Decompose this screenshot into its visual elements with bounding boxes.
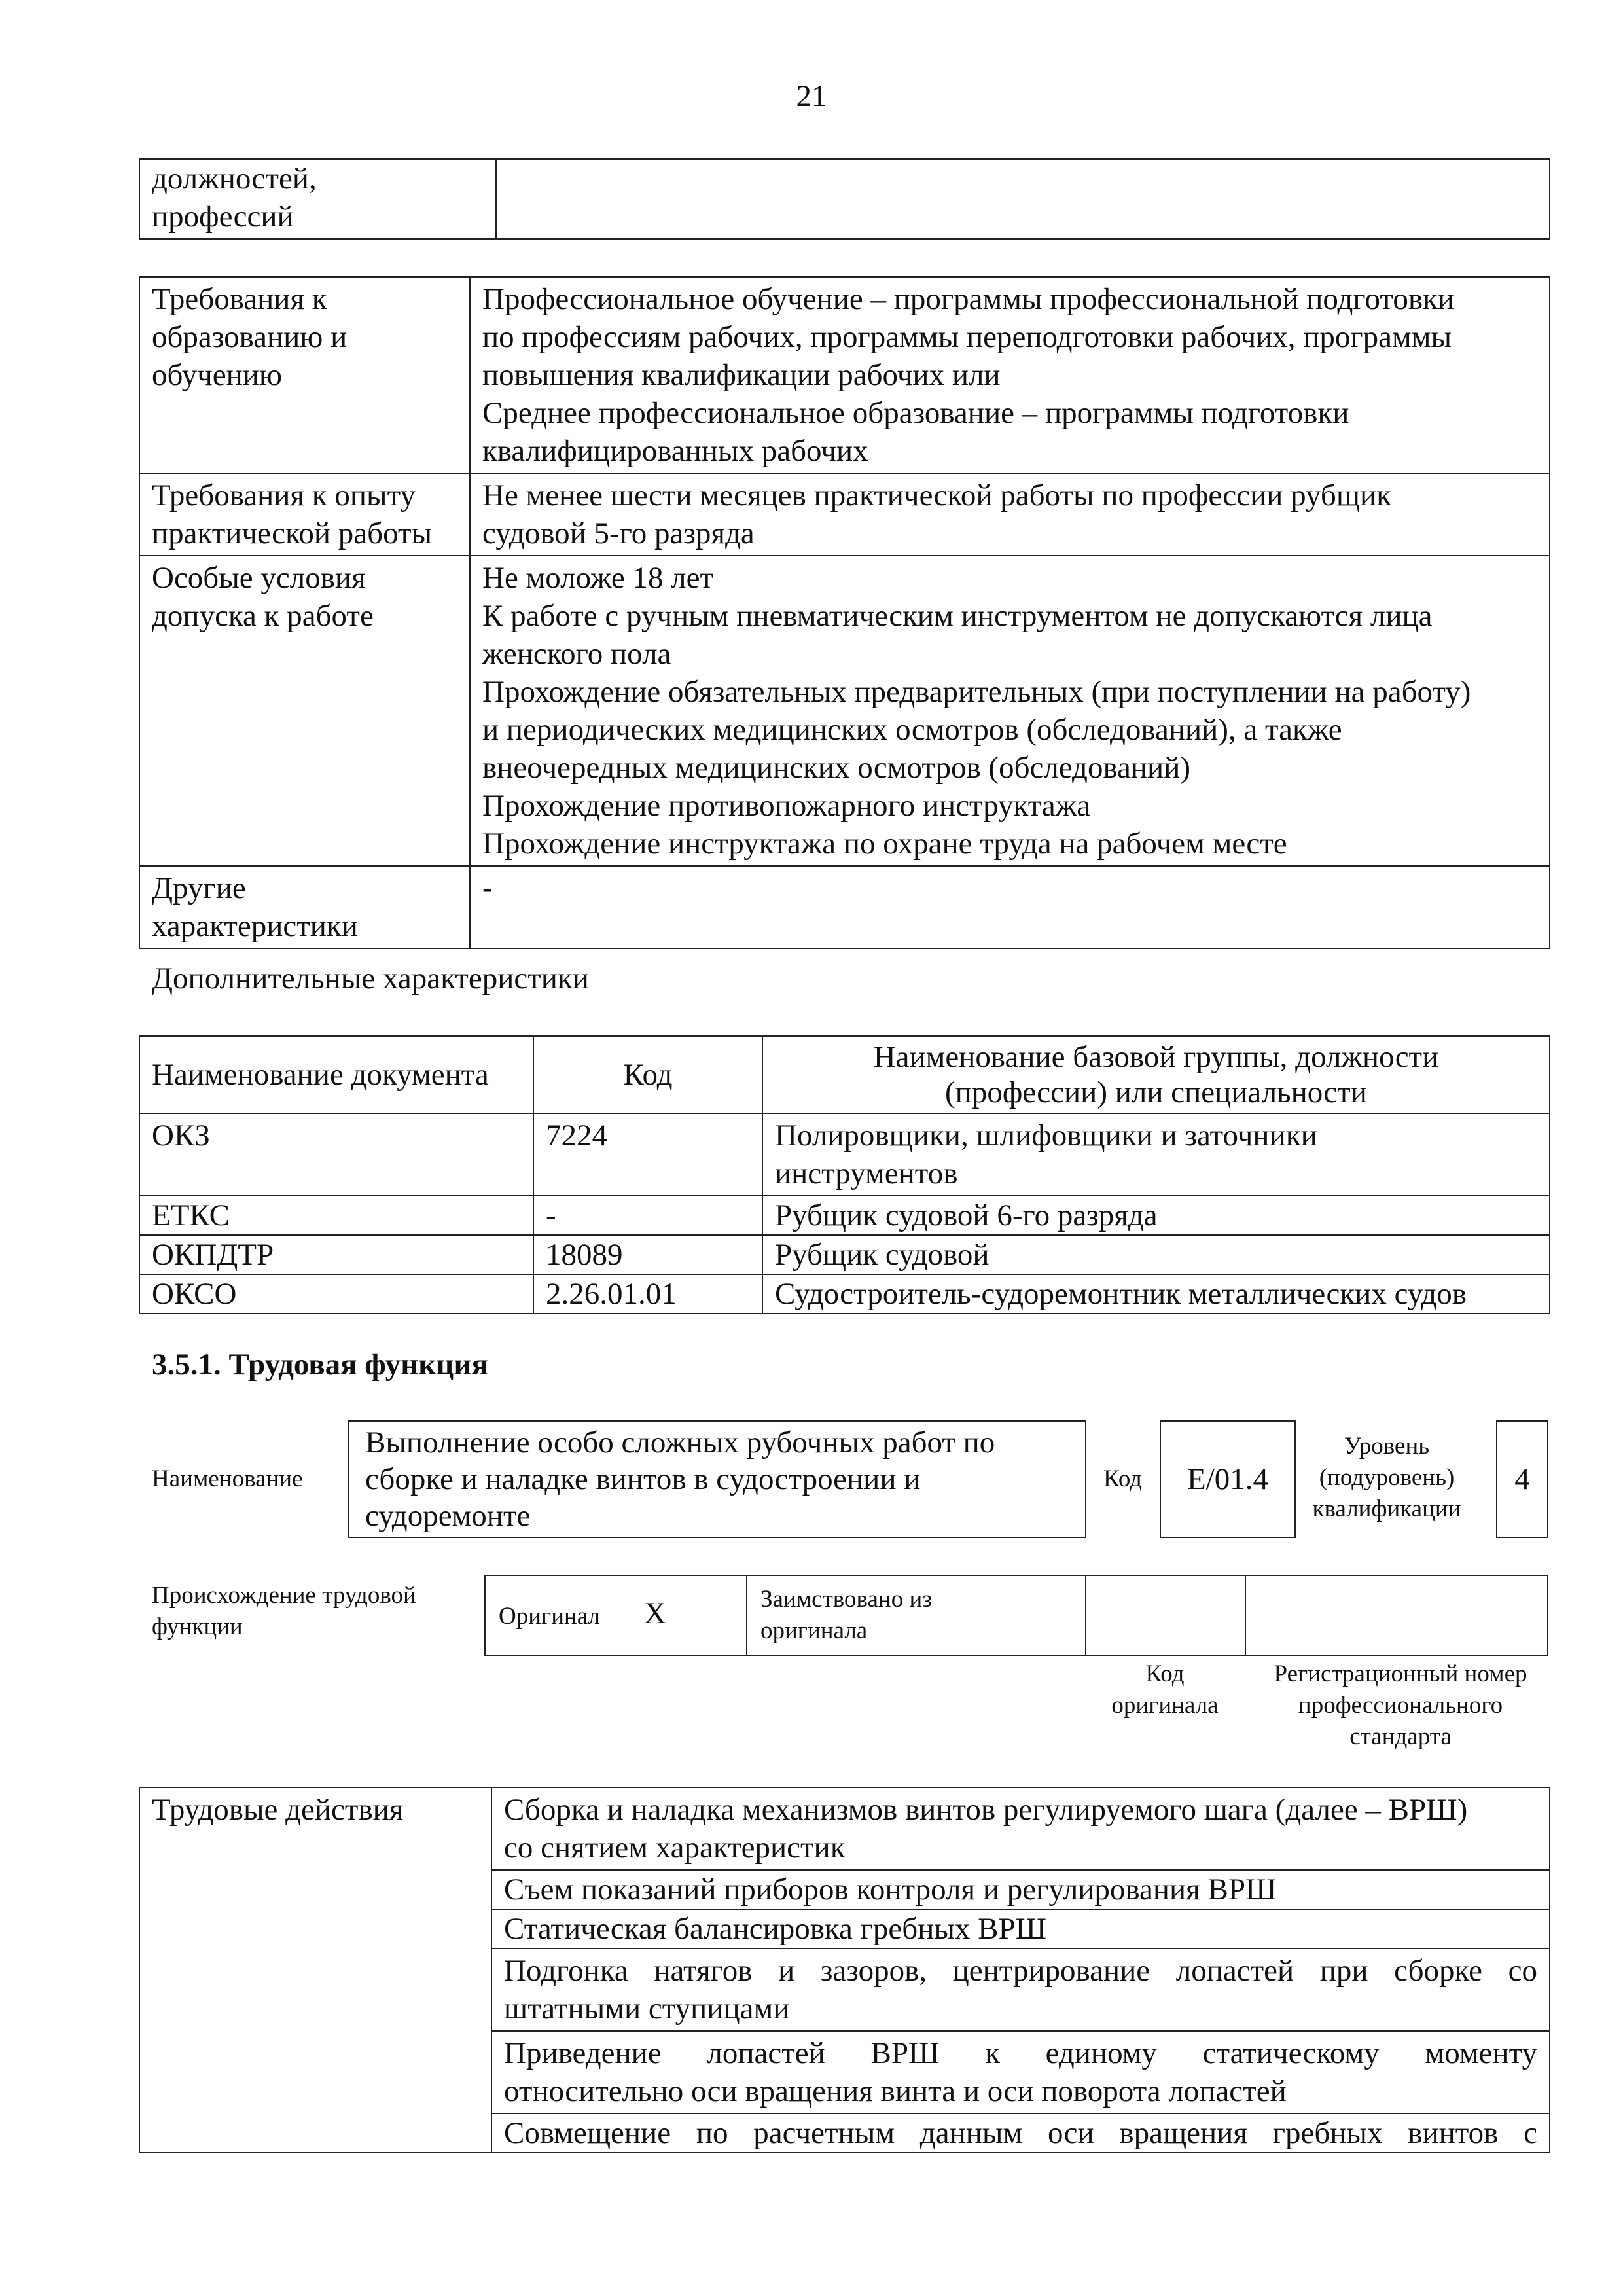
additional-table xyxy=(139,1035,1550,1314)
value-line: по профессиям рабочих, программы переподготовки рабочих, программы xyxy=(482,320,1452,354)
value-line: квалифицированных рабочих xyxy=(482,434,868,468)
value-line: Не менее шести месяцев практической работы по профессии рубщик xyxy=(482,478,1392,512)
action-line: Приведение лопастей ВРШ к единому статическому моменту xyxy=(504,2036,1537,2070)
level-label-line: (подуровень) xyxy=(1319,1464,1455,1491)
action-line: относительно оси вращения винта и оси поворота лопастей xyxy=(504,2074,1287,2108)
function-level-label xyxy=(1305,1431,1469,1525)
function-name-line: судоремонте xyxy=(365,1499,531,1533)
borrowed-line: Заимствовано из xyxy=(760,1586,932,1613)
requirement-value xyxy=(470,866,1550,948)
requirement-label xyxy=(139,473,470,556)
additional-heading: Дополнительные характеристики xyxy=(152,961,589,996)
function-name-line: сборке и наладке винтов в судостроении и xyxy=(365,1462,921,1496)
action-item xyxy=(491,1787,1550,1870)
row-name xyxy=(762,1113,1550,1196)
row-doc: ОКПДТР xyxy=(139,1235,533,1274)
function-name-label: Наименование xyxy=(152,1465,303,1492)
table-row xyxy=(139,1274,1550,1314)
requirement-label xyxy=(139,866,470,948)
label-line: Другие xyxy=(152,871,246,905)
function-code-label: Код xyxy=(1103,1465,1143,1492)
header-doc: Наименование документа xyxy=(139,1036,533,1113)
requirement-value xyxy=(470,556,1550,866)
caption-line: оригинала xyxy=(1111,1692,1219,1719)
reg-number-cell xyxy=(1245,1575,1548,1656)
label-line: допуска к работе xyxy=(152,599,374,633)
value-line: Среднее профессиональное образование – программы подготовки xyxy=(482,396,1349,430)
continuation-label-line: должностей, xyxy=(152,162,317,196)
row-name-line: Судостроитель-судоремонтник металлических судов xyxy=(775,1277,1467,1311)
label-line: характеристики xyxy=(152,909,358,943)
continuation-value xyxy=(496,159,1550,239)
header-name-line: Наименование базовой группы, должности xyxy=(873,1040,1439,1074)
value-line: Прохождение обязательных предварительных (при поступлении на работу) xyxy=(482,675,1471,709)
action-line: штатными ступицами xyxy=(504,1992,790,2026)
actions-table xyxy=(139,1787,1550,2153)
header-name-line: (профессии) или специальности xyxy=(945,1075,1367,1109)
value-line: внеочередных медицинских осмотров (обследований) xyxy=(482,751,1191,785)
value-line: Профессиональное обучение – программы профессиональной подготовки xyxy=(482,282,1455,316)
action-line: со снятием характеристик xyxy=(504,1831,846,1865)
action-item xyxy=(491,1909,1550,1948)
row-doc: ОКЗ xyxy=(139,1113,533,1196)
action-item xyxy=(491,2113,1550,2153)
value-line: судовой 5-го разряда xyxy=(482,516,755,550)
action-row xyxy=(139,1787,1550,1870)
header-name xyxy=(762,1036,1550,1113)
continuation-label-line: профессий xyxy=(152,200,294,234)
row-code: 2.26.01.01 xyxy=(533,1274,762,1314)
additional-header-row xyxy=(139,1036,1550,1113)
row-name-line: инструментов xyxy=(775,1157,958,1191)
requirement-value xyxy=(470,473,1550,556)
row-name xyxy=(762,1196,1550,1235)
continuation-table xyxy=(139,158,1550,240)
value-line: Прохождение инструктажа по охране труда на рабочем месте xyxy=(482,827,1287,861)
row-code: 18089 xyxy=(533,1235,762,1274)
requirement-value xyxy=(470,277,1550,473)
caption-line: стандарта xyxy=(1349,1723,1452,1750)
level-label-line: Уровень xyxy=(1344,1433,1430,1460)
row-name-line: Полировщики, шлифовщики и заточники xyxy=(775,1119,1317,1153)
label-line: Требования к xyxy=(152,282,327,316)
label-line: Особые условия xyxy=(152,561,366,595)
original-mark: X xyxy=(644,1596,666,1630)
value-line: К работе с ручным пневматическим инструментом не допускаются лица xyxy=(482,599,1433,633)
origin-original-cell xyxy=(484,1575,747,1656)
table-row xyxy=(139,1196,1550,1235)
value-line: повышения квалификации рабочих или xyxy=(482,358,1001,392)
original-code-cell xyxy=(1085,1575,1246,1656)
row-doc: ОКСО xyxy=(139,1274,533,1314)
function-name-box xyxy=(348,1420,1086,1538)
action-line: Статическая балансировка гребных ВРШ xyxy=(504,1912,1047,1946)
label-line: обучению xyxy=(152,358,283,392)
value-line: Прохождение противопожарного инструктажа xyxy=(482,789,1091,823)
action-line: Подгонка натягов и зазоров, центрирование лопастей при сборке со xyxy=(504,1954,1537,1988)
requirement-row-education xyxy=(139,277,1550,473)
actions-label: Трудовые действия xyxy=(139,1787,491,2153)
origin-label-line: Происхождение трудовой xyxy=(152,1582,416,1609)
function-level-box: 4 xyxy=(1496,1420,1548,1538)
action-line: Съем показаний приборов контроля и регулирования ВРШ xyxy=(504,1873,1277,1907)
value-line: - xyxy=(482,871,493,905)
action-line: Сборка и наладка механизмов винтов регулируемого шага (далее – ВРШ) xyxy=(504,1793,1468,1827)
origin-borrowed-cell xyxy=(746,1575,1086,1656)
table-row xyxy=(139,1113,1550,1196)
table-row xyxy=(139,1235,1550,1274)
requirement-row-experience xyxy=(139,473,1550,556)
label-line: Требования к опыту xyxy=(152,478,416,512)
label-line: образованию и xyxy=(152,320,348,354)
value-line: и периодических медицинских осмотров (обследований), а также xyxy=(482,713,1342,747)
caption-line: Регистрационный номер xyxy=(1274,1660,1527,1687)
origin-label-line: функции xyxy=(152,1613,243,1640)
function-code-box: E/01.4 xyxy=(1160,1420,1296,1538)
value-line: Не моложе 18 лет xyxy=(482,561,714,595)
level-label-line: квалификации xyxy=(1312,1496,1461,1522)
page-number: 21 xyxy=(796,79,827,113)
row-name-line: Рубщик судовой xyxy=(775,1238,990,1272)
requirements-table xyxy=(139,276,1550,949)
action-item xyxy=(491,1948,1550,2031)
row-name-line: Рубщик судовой 6-го разряда xyxy=(775,1198,1158,1232)
requirement-label xyxy=(139,277,470,473)
function-heading: 3.5.1. Трудовая функция xyxy=(152,1348,488,1382)
original-label: Оригинал xyxy=(499,1603,601,1630)
label-line: практической работы xyxy=(152,516,433,550)
requirement-row-conditions xyxy=(139,556,1550,866)
row-code: 7224 xyxy=(533,1113,762,1196)
action-line: Совмещение по расчетным данным оси вращения гребных винтов с xyxy=(504,2116,1537,2150)
caption-original-code xyxy=(1073,1659,1257,1721)
caption-line: Код xyxy=(1145,1660,1185,1687)
action-item xyxy=(491,2031,1550,2113)
action-item xyxy=(491,1870,1550,1909)
function-name-line: Выполнение особо сложных рубочных работ по xyxy=(365,1426,995,1460)
caption-reg-number xyxy=(1250,1659,1551,1753)
continuation-label xyxy=(139,159,496,239)
row-code: - xyxy=(533,1196,762,1235)
value-line: женского пола xyxy=(482,637,671,671)
row-name xyxy=(762,1274,1550,1314)
requirement-label xyxy=(139,556,470,866)
row-doc: ЕТКС xyxy=(139,1196,533,1235)
borrowed-line: оригинала xyxy=(760,1617,868,1644)
origin-label xyxy=(152,1580,416,1643)
row-name xyxy=(762,1235,1550,1274)
requirement-row-other xyxy=(139,866,1550,948)
caption-line: профессионального xyxy=(1298,1692,1503,1719)
header-code: Код xyxy=(533,1036,762,1113)
